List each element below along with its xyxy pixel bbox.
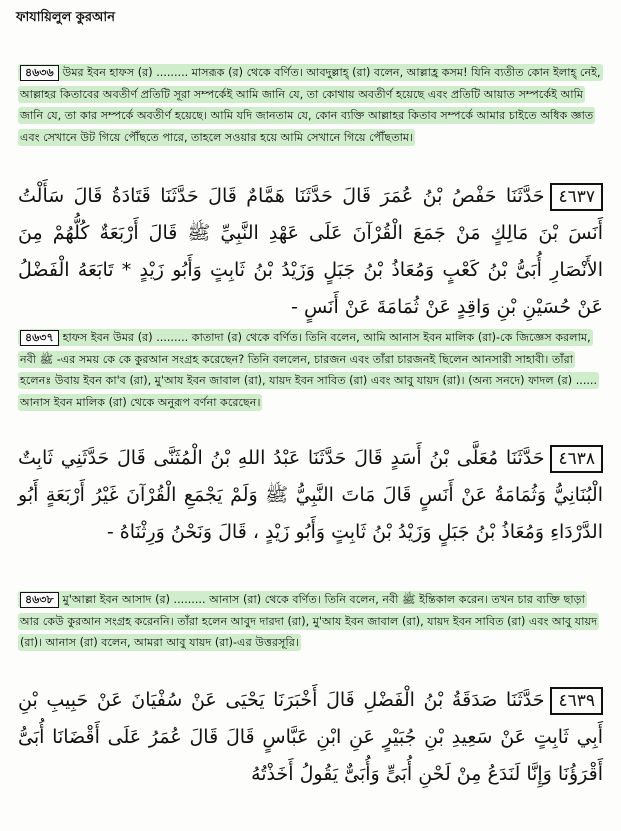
hadith-number: ৪৬৩৭: [20, 330, 59, 346]
hadith-ar-4638: [18, 440, 603, 551]
hadith-text: মু'আল্লা ইবন আসাদ (র) ......... আনাস (রা) থেকে বর্ণিত। তিনি বলেন, নবী ﷺ ইন্তিকাল করেন। তখন চার ব্যক্তি ছাড়া আর কেউ কুরআন সংগ্রহ করেননি। তাঁরা হলেন আবুদ দারদা (রা), মু'আয ইবন জাবাল (রা), যায়দ ইবন সাবিত (রা) এবং আবু যায়দ (রা)। আনাস (রা) বলেন, আমরা আবু যায়দ (রা)-এর উত্তরসূরি।: [20, 593, 597, 649]
hadith-text: হাফস ইবন উমর (র) ......... কাতাদা (র) থেকে বর্ণিত। তিনি বলেন, আমি আনাস ইবন মালিক (রা)-কে জিজ্ঞেস করলাম, নবী ﷺ -এর সময় কে কে কুরআন সংগ্রহ করেছেন? তিনি বললেন, চারজন এবং তাঁরা চারজনই ছিলেন আনসারী সাহাবী। তাঁরা হলেনঃ উবায় ইবন কা'ব (রা), মু'আয ইবন জাবাল (রা), যায়দ ইবন সাবিত (রা) এবং আবু যায়দ (রা)। (অন্য সনদে) ফাদল (র) ...... আনাস ইবন মালিক (রা) থেকে অনুরূপ বর্ণনা করেছেন।: [20, 331, 598, 409]
hadith-ar-4639: [18, 682, 603, 793]
page-header-title: ফাযায়িলুল কুরআন: [16, 10, 115, 25]
hadith-ar-4637: [18, 178, 603, 326]
hadith-text: حَدَّثَنَا حَفْصُ بْنُ عُمَرَ قَالَ حَدَّثَنَا هَمَّامٌ قَالَ حَدَّثَنَا قَتَادَةُ قَالَ سَأَلْتُ أَنَسَ بْنَ مَالِكٍ مَنْ جَمَعَ الْقُرْآنَ عَلَى عَهْدِ النَّبِيِّ ﷺ قَالَ أَرْبَعَةٌ كُلُّهُمْ مِنَ الأَنْصَارِ أُبَىُّ بْنُ كَعْبٍ وَمُعَاذُ بْنُ جَبَلٍ وَزَيْدُ بْنُ ثَابِتٍ وَأَبُو زَيْدٍ * تَابَعَهُ الْفَضْلُ عَنْ حُسَيْنِ بْنِ وَاقِدٍ عَنْ ثُمَامَةَ عَنْ أَنَسٍ -: [18, 185, 603, 318]
hadith-bn-4636: [18, 62, 603, 148]
hadith-number: ٤٦٣٧: [550, 183, 603, 211]
hadith-bn-4638: [18, 589, 603, 654]
hadith-number: ৪৬৩৬: [20, 65, 59, 81]
hadith-bn-4637: [18, 327, 603, 413]
hadith-text: حَدَّثَنَا صَدَقَةُ بْنُ الْفَضْلِ قَالَ أَخْبَرَنَا يَحْيَى عَنْ سُفْيَانَ عَنْ حَبِيبِ بْنِ أَبِي ثَابِتٍ عَنْ سَعِيدِ بْنِ جُبَيْرٍ عَنِ ابْنِ عَبَّاسٍ قَالَ قَالَ عُمَرُ عَلَى أَقْضَانَا أُبَىُّ أَقْرَؤُنَا وَإِنَّا لَنَدَعُ مِنْ لَحْنِ أُبَىٍّ وَأُبَىٌّ يَقُولُ أَخَذْتُهُ: [18, 689, 603, 785]
hadith-number: ٤٦٣٩: [550, 687, 603, 715]
hadith-number: ৪৬৩৮: [20, 592, 59, 608]
hadith-text: উমর ইবন হাফস (র) ......... মাসরূক (র) থেকে বর্ণিত। আবদুল্লাহ্ (রা) বলেন, আল্লাহ্র কসম! যিনি ব্যতীত কোন ইলাহ্ নেই, আল্লাহর কিতাবের অবতীর্ণ প্রতিটি সূরা সম্পর্কেই আমি জানি যে, তা কোথায় অবতীর্ণ হয়েছে এবং প্রতিটি আয়াত সম্পর্কেই আমি জানি যে, তা কার সম্পর্কে অবতীর্ণ হয়েছে। আমি যদি জানতাম যে, কোন ব্যক্তি আল্লাহর কিতাব সম্পর্কে আমার চাইতে অধিক জ্ঞাত এবং সেখানে উট গিয়ে পৌঁছতে পারে, তাহলে সওয়ার হয়ে আমি সেখানে গিয়ে পৌঁছতাম।: [20, 66, 601, 144]
hadith-text: حَدَّثَنَا مُعَلَّى بْنُ أَسَدٍ قَالَ حَدَّثَنَا عَبْدُ اللهِ بْنُ الْمُثَنَّى قَالَ حَدَّثَنِي ثَابِتٌ الْبُنَانِيُّ وَثُمَامَةُ عَنْ أَنَسٍ قَالَ مَاتَ النَّبِيُّ ﷺ وَلَمْ يَجْمَعِ الْقُرْآنَ غَيْرُ أَرْبَعَةٍ أَبُو الدَّرْدَاءِ وَمُعَاذُ بْنُ جَبَلٍ وَزَيْدُ بْنُ ثَابِتٍ وَأَبُو زَيْدٍ ، قَالَ وَنَحْنُ وَرِثْنَاهُ -: [18, 447, 603, 543]
hadith-number: ٤٦٣٨: [550, 445, 603, 473]
